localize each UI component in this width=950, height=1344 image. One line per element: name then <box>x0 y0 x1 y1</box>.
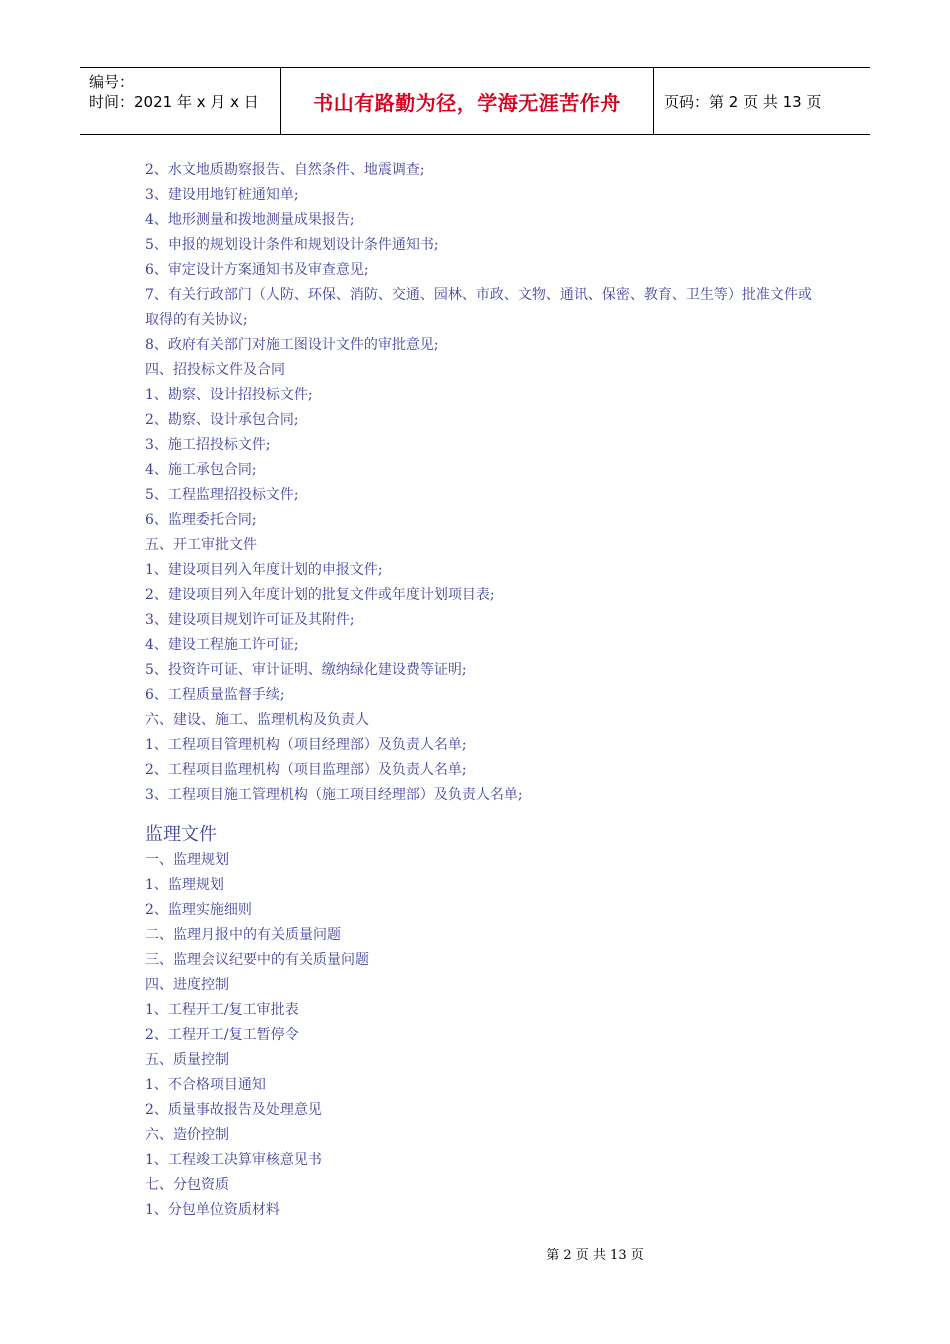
header-page-code-cell <box>654 68 870 134</box>
header-motto: 书山有路勤为径，学海无涯苦作舟 <box>313 90 621 115</box>
list-item: 五、开工审批文件 <box>145 537 257 553</box>
list-item: 3、建设项目规划许可证及其附件; <box>145 612 355 628</box>
list-item: 2、勘察、设计承包合同; <box>145 412 299 428</box>
list-item: 2、工程开工/复工暂停令 <box>145 1027 299 1043</box>
list-item: 2、建设项目列入年度计划的批复文件或年度计划项目表; <box>145 587 495 603</box>
list-item: 三、监理会议纪要中的有关质量问题 <box>145 952 369 968</box>
list-item: 6、工程质量监督手续; <box>145 687 285 703</box>
document-list-1 <box>145 158 825 808</box>
list-item: 五、质量控制 <box>145 1052 229 1068</box>
header-page-code: 页码：第 2 页 共 13 页 <box>664 92 822 111</box>
list-item: 2、监理实施细则 <box>145 902 252 918</box>
list-item: 2、水文地质勘察报告、自然条件、地震调查; <box>145 162 425 178</box>
page-footer: 第 2 页 共 13 页 <box>546 1248 644 1263</box>
list-item: 6、监理委托合同; <box>145 512 257 528</box>
list-item: 四、招投标文件及合同 <box>145 362 285 378</box>
number-label: 编号： <box>89 73 135 91</box>
header-meta <box>80 68 281 134</box>
list-item: 3、施工招投标文件; <box>145 437 271 453</box>
list-item: 二、监理月报中的有关质量问题 <box>145 927 341 943</box>
list-item: 8、政府有关部门对施工图设计文件的审批意见; <box>145 337 439 353</box>
list-item: 2、质量事故报告及处理意见 <box>145 1102 322 1118</box>
list-item: 4、施工承包合同; <box>145 462 257 478</box>
list-item: 1、分包单位资质材料 <box>145 1202 280 1218</box>
list-item: 1、建设项目列入年度计划的申报文件; <box>145 562 383 578</box>
list-item: 六、造价控制 <box>145 1127 229 1143</box>
list-item: 1、不合格项目通知 <box>145 1077 266 1093</box>
header-motto-cell <box>281 68 654 134</box>
list-item: 1、工程开工/复工审批表 <box>145 1002 299 1018</box>
list-item: 3、建设用地钉桩通知单; <box>145 187 299 203</box>
document-list-2 <box>145 848 825 1223</box>
list-item: 七、分包资质 <box>145 1177 229 1193</box>
list-item: 5、工程监理招投标文件; <box>145 487 299 503</box>
list-item: 5、申报的规划设计条件和规划设计条件通知书; <box>145 237 439 253</box>
list-item: 5、投资许可证、审计证明、缴纳绿化建设费等证明; <box>145 662 467 678</box>
list-item: 一、监理规划 <box>145 852 229 868</box>
list-item: 1、监理规划 <box>145 877 224 893</box>
list-item: 1、工程竣工决算审核意见书 <box>145 1152 322 1168</box>
time-label: 时间：2021 年 x 月 x 日 <box>89 93 259 111</box>
list-item: 六、建设、施工、监理机构及负责人 <box>145 712 369 728</box>
list-item: 7、有关行政部门（人防、环保、消防、交通、园林、市政、文物、通讯、保密、教育、卫生等）批准文件或取得的有关协议; <box>145 287 812 328</box>
list-item: 1、工程项目管理机构（项目经理部）及负责人名单; <box>145 737 467 753</box>
list-item: 3、工程项目施工管理机构（施工项目经理部）及负责人名单; <box>145 787 523 803</box>
list-item: 四、进度控制 <box>145 977 229 993</box>
list-item: 4、地形测量和拨地测量成果报告; <box>145 212 355 228</box>
list-item: 4、建设工程施工许可证; <box>145 637 299 653</box>
list-item: 1、勘察、设计招投标文件; <box>145 387 313 403</box>
list-item: 6、审定设计方案通知书及审查意见; <box>145 262 369 278</box>
list-item: 2、工程项目监理机构（项目监理部）及负责人名单; <box>145 762 467 778</box>
document-body <box>145 158 825 1223</box>
section-title: 监理文件 <box>145 824 217 845</box>
page-header <box>80 67 870 135</box>
